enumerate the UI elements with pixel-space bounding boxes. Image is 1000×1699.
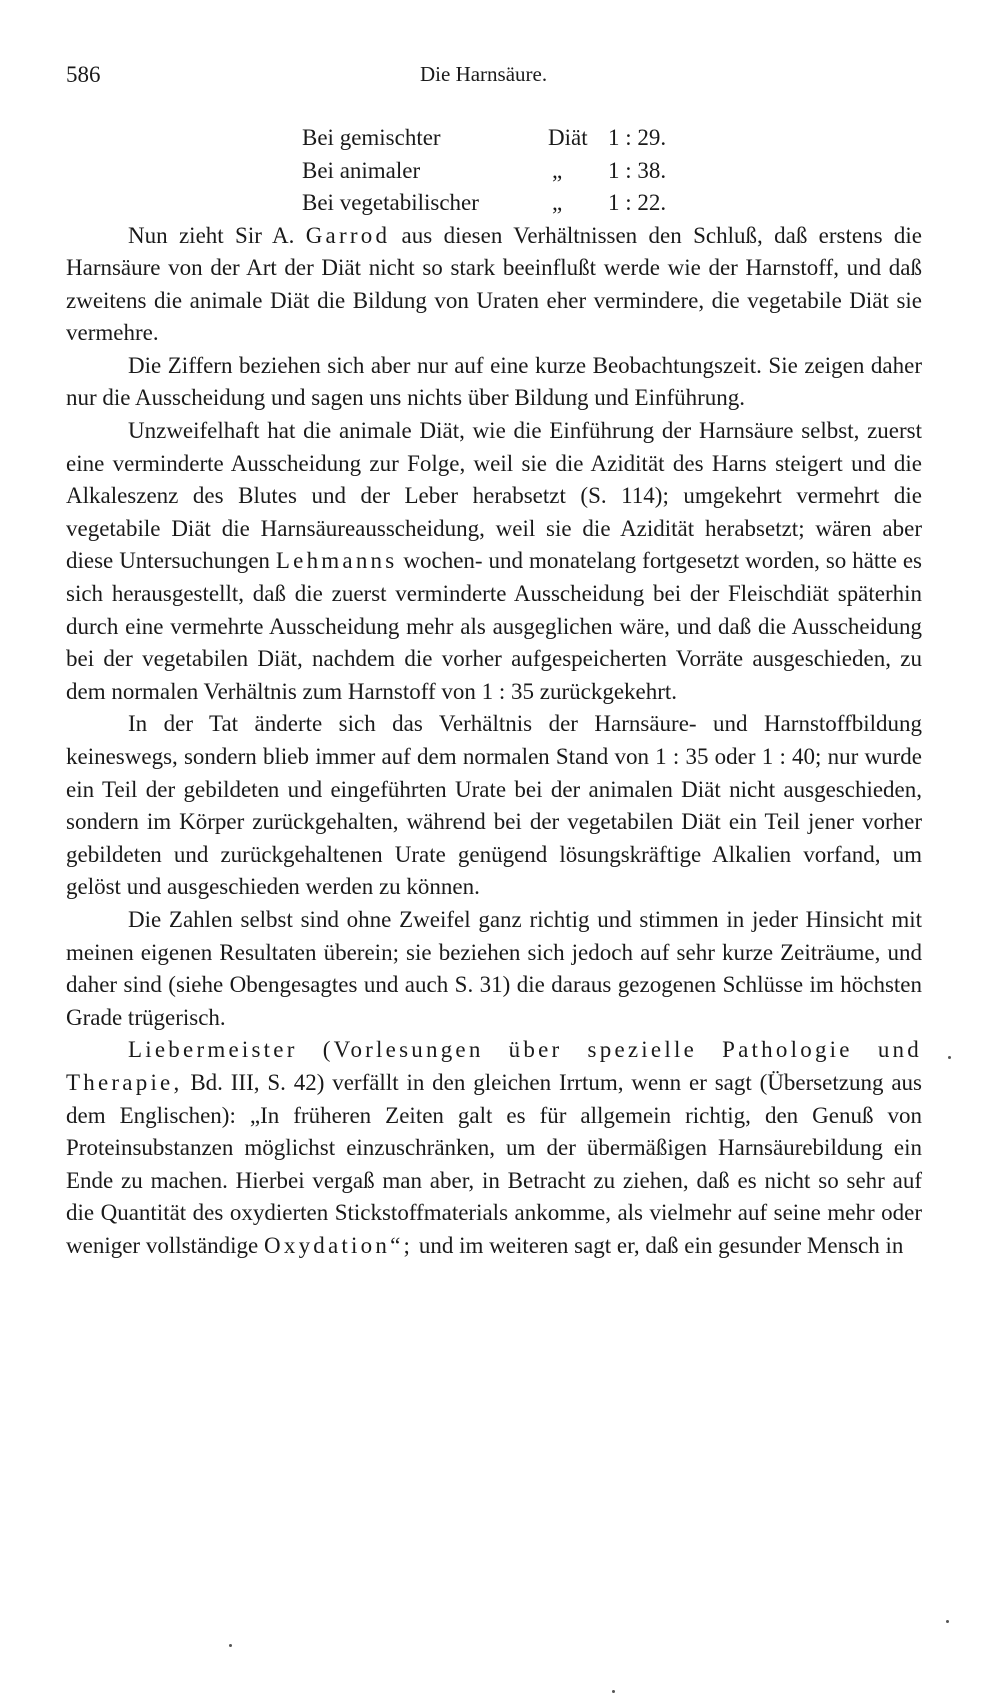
ratio-value: 1 : 22. [608,190,667,215]
paragraph [66,415,922,708]
page-header [66,54,922,104]
ratio-row [302,122,922,155]
text-run: Nun zieht Sir A. [128,222,295,248]
text-run: Bd. III, S. 42) verfällt in den gleichen Irrtum, wenn er sagt (Übersetzung aus dem Englischen): „In früheren Zeiten galt es für allgemein richtig, den Genuß von Proteinsubstanzen möglichst einzuschränken, um der übermäßigen Harnsäurebildung ein Ende zu machen. Hierbei vergaß man aber, in Betracht zu ziehen, daß es nicht so sehr auf die Quantität des oxydierten Stickstoffmaterials ankomme, als vielmehr auf seine mehr oder weniger vollständige [66,1069,922,1258]
paragraph [66,1034,922,1262]
ratio-qualifier: Diät [548,125,588,150]
text-run: wochen- und monatelang fortgesetzt worden, so hätte es sich herausgestellt, daß die zuerst verminderte Ausscheidung bei der Fleischdiät späterhin durch eine vermehrte Ausscheidung mehr als ausgeglichen wäre, und daß die Ausscheidung bei der vegetabilen Diät, nachdem die vorher aufgespeicherten Vorräte ausgeschieden, zu dem normalen Verhältnis zum Harnstoff von 1 : 35 zurückgekehrt. [66,548,923,704]
book-page [66,54,922,1263]
print-speck [229,1644,232,1647]
ratio-row [302,187,922,220]
ratio-row [302,155,922,188]
body-text [66,220,922,1263]
cited-work: Liebermeister (Vorlesungen über spezielle Pathologie und Therapie, [66,1037,922,1095]
print-speck [612,1690,615,1693]
paragraph: In der Tat änderte sich das Verhältnis der Harnsäure- und Harnstoffbildung keineswegs, sondern blieb immer auf dem normalen Stand von 1 : 35 oder 1 : 40; nur wurde ein Teil der gebildeten und eingeführten Urate bei der animalen Diät nicht ausgeschieden, sondern im Körper zurückgehalten, während bei der vegetabilen Diät ein Teil jener vorher gebildeten und zurückgehaltenen Urate genügend lösungskräftige Alkalien vorfand, um gelöst und ausgeschieden werden zu können. [66,711,922,900]
print-speck [948,1056,951,1059]
paragraph: Die Ziffern beziehen sich aber nur auf eine kurze Beobachtungszeit. Sie zeigen daher nur die Ausscheidung und sagen uns nichts über Bildung und Einführung. [66,352,922,411]
author-name: Garrod [305,222,391,248]
ratio-label: Bei vegetabilischer [302,190,479,215]
text-run: Unzweifelhaft hat die animale Diät, wie die Einführung der Harnsäure selbst, zuerst eine verminderte Ausscheidung zur Folge, weil sie die Azidität des Harns steigert und die Alkaleszenz des Blutes und der Leber herabsetzt (S. 114); umgekehrt vermehrt die vegetabile Diät die Harnsäureausscheidung, weil sie die Azidität herabsetzt; wären aber diese Untersuchungen [66,418,922,574]
ratio-qualifier: „ [552,157,563,183]
page-number: 586 [66,62,101,87]
emphasized-term: Oxydation“; [264,1232,414,1258]
text-run: aus diesen Verhältnissen den Schluß, daß erstens die Harnsäure von der Art der Diät nicht so stark beeinflußt werde wie der Harnstoff, und daß zweitens die animale Diät die Bildung von Uraten eher vermindere, die vegetabile Diät sie vermehre. [66,222,923,346]
author-name: Lehmanns [275,548,398,574]
paragraph [66,220,922,350]
ratio-value: 1 : 38. [608,157,667,183]
ratio-label: Bei gemischter [302,125,441,150]
print-speck [946,1620,949,1623]
paragraph: Die Zahlen selbst sind ohne Zweifel ganz richtig und stimmen in jeder Hinsicht mit meinen eigenen Resultaten überein; sie beziehen sich jedoch auf sehr kurze Zeiträume, und daher sind (siehe Obengesagtes und auch S. 31) die daraus gezogenen Schlüsse im höchsten Grade trügerisch. [66,906,922,1030]
text-run: und im weiteren sagt er, daß ein gesunder Mensch in [418,1232,904,1258]
ratio-label: Bei animaler [302,157,421,183]
running-title: Die Harnsäure. [420,62,548,86]
ratio-table [302,122,922,220]
ratio-qualifier: „ [552,190,563,215]
ratio-value: 1 : 29. [608,125,667,150]
